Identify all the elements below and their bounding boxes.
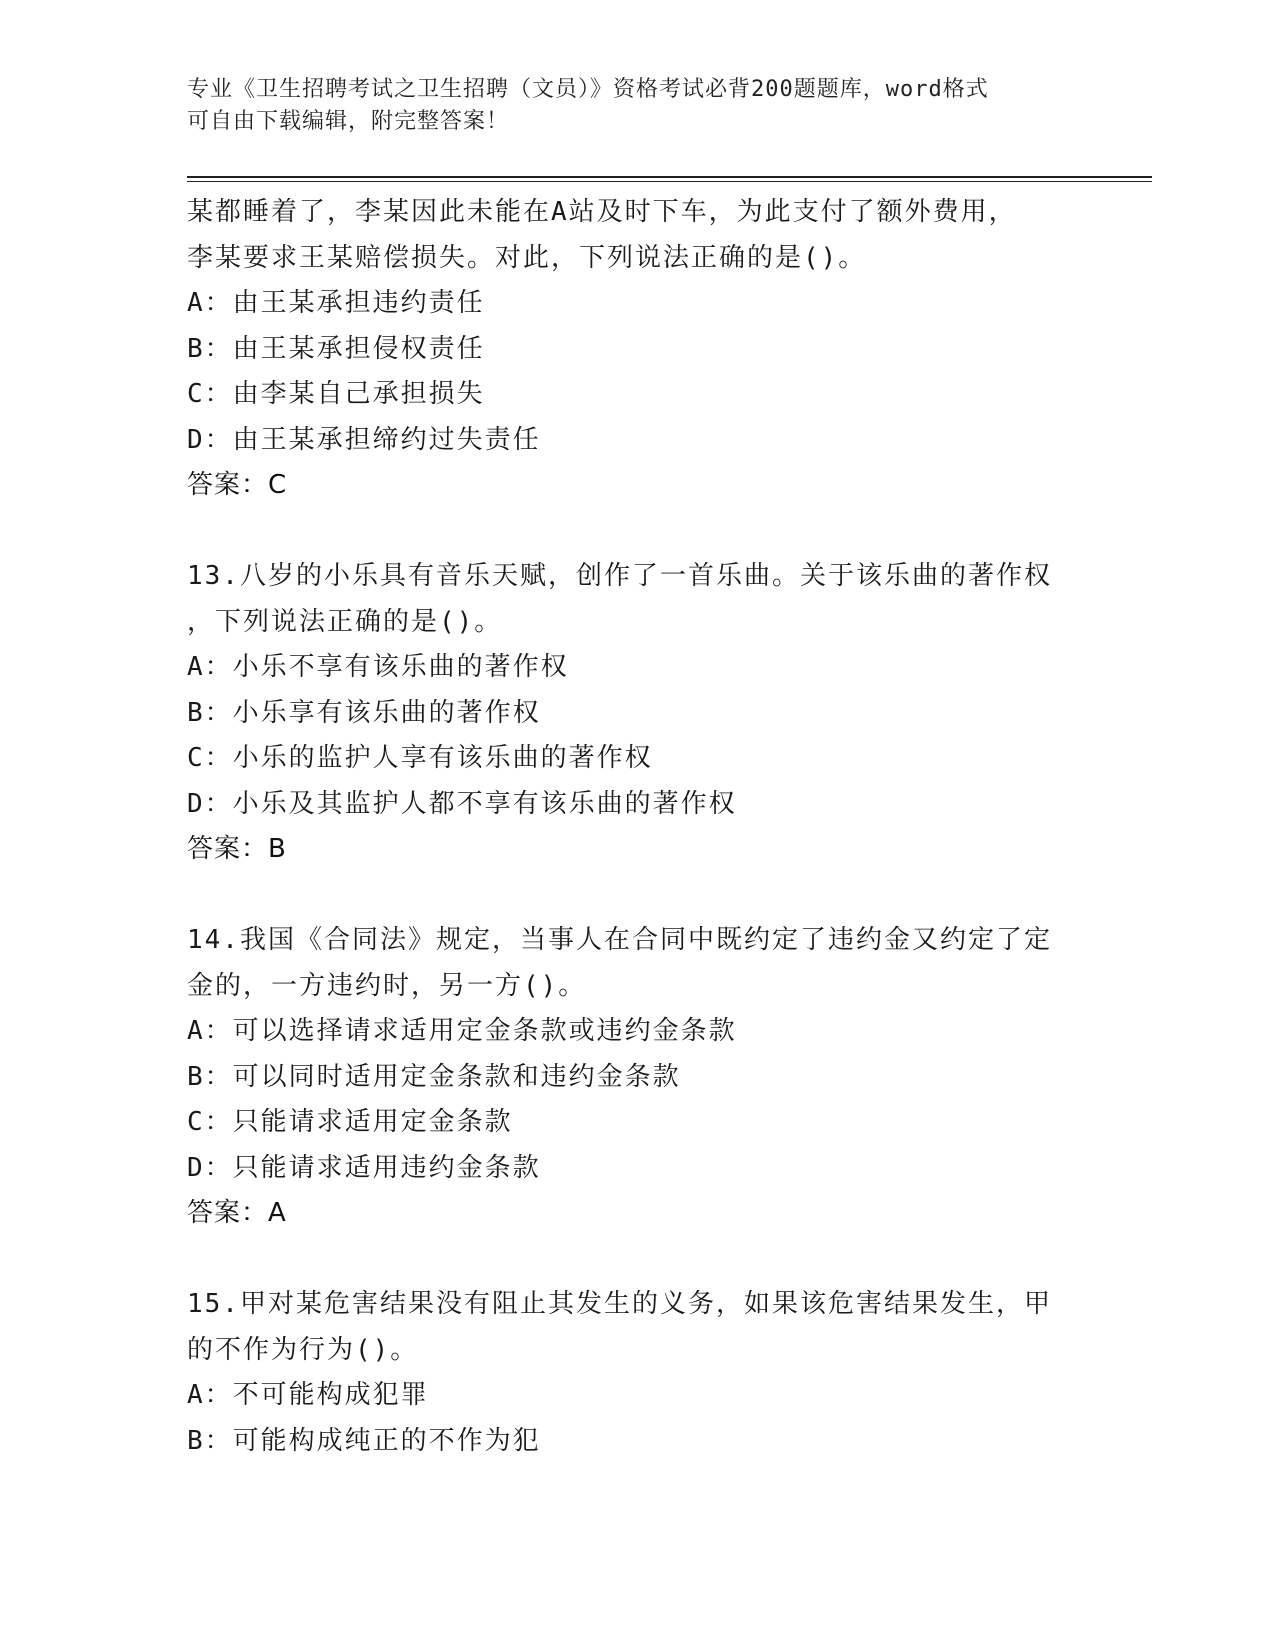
option-b: B：可能构成纯正的不作为犯 xyxy=(187,1425,541,1456)
question-15 xyxy=(187,1282,1087,1464)
option-b: B：小乐享有该乐曲的著作权 xyxy=(187,697,541,728)
option-b: B：可以同时适用定金条款和违约金条款 xyxy=(187,1061,681,1092)
option-c: C：只能请求适用定金条款 xyxy=(187,1107,513,1137)
answer-label: 答案：C xyxy=(187,470,288,500)
option-d: D：小乐及其监护人都不享有该乐曲的著作权 xyxy=(187,788,737,819)
option-c: C：由李某自己承担损失 xyxy=(187,379,485,409)
header-divider-thick xyxy=(187,176,1152,178)
question-13 xyxy=(187,554,1087,873)
question-text-line: 李某要求王某赔偿损失。对此，下列说法正确的是()。 xyxy=(187,242,867,273)
question-text-line: 金的，一方违约时，另一方()。 xyxy=(187,970,587,1001)
answer-label: 答案：A xyxy=(187,1198,287,1228)
question-14 xyxy=(187,918,1087,1237)
option-a: A：不可能构成犯罪 xyxy=(187,1380,429,1410)
question-spacer xyxy=(187,873,1087,919)
question-text-line: 14.我国《合同法》规定，当事人在合同中既约定了违约金又约定了定 xyxy=(187,925,1052,955)
header-title-line-2: 可自由下载编辑，附完整答案！ xyxy=(187,109,510,134)
header-title-line-1: 专业《卫生招聘考试之卫生招聘（文员）》资格考试必背200题题库，word格式 xyxy=(187,77,989,102)
option-a: A：由王某承担违约责任 xyxy=(187,288,485,318)
question-text-line: 13.八岁的小乐具有音乐天赋，创作了一首乐曲。关于该乐曲的著作权 xyxy=(187,561,1052,591)
question-12 xyxy=(187,190,1087,509)
document-body xyxy=(187,190,1087,1464)
option-a: A：小乐不享有该乐曲的著作权 xyxy=(187,652,569,682)
answer-label: 答案：B xyxy=(187,834,287,864)
option-d: D：只能请求适用违约金条款 xyxy=(187,1152,541,1183)
question-text-line: 15.甲对某危害结果没有阻止其发生的义务，如果该危害结果发生，甲 xyxy=(187,1289,1052,1319)
question-text-line: 某都睡着了，李某因此未能在A站及时下车，为此支付了额外费用， xyxy=(187,197,1017,227)
document-header xyxy=(187,74,1087,138)
question-text-line: 的不作为行为()。 xyxy=(187,1334,419,1365)
question-spacer xyxy=(187,509,1087,555)
question-spacer xyxy=(187,1237,1087,1283)
question-text-line: ，下列说法正确的是()。 xyxy=(187,606,503,637)
option-b: B：由王某承担侵权责任 xyxy=(187,333,485,364)
header-divider-thin xyxy=(187,181,1152,182)
option-c: C：小乐的监护人享有该乐曲的著作权 xyxy=(187,743,653,773)
option-d: D：由王某承担缔约过失责任 xyxy=(187,424,541,455)
option-a: A：可以选择请求适用定金条款或违约金条款 xyxy=(187,1016,737,1046)
